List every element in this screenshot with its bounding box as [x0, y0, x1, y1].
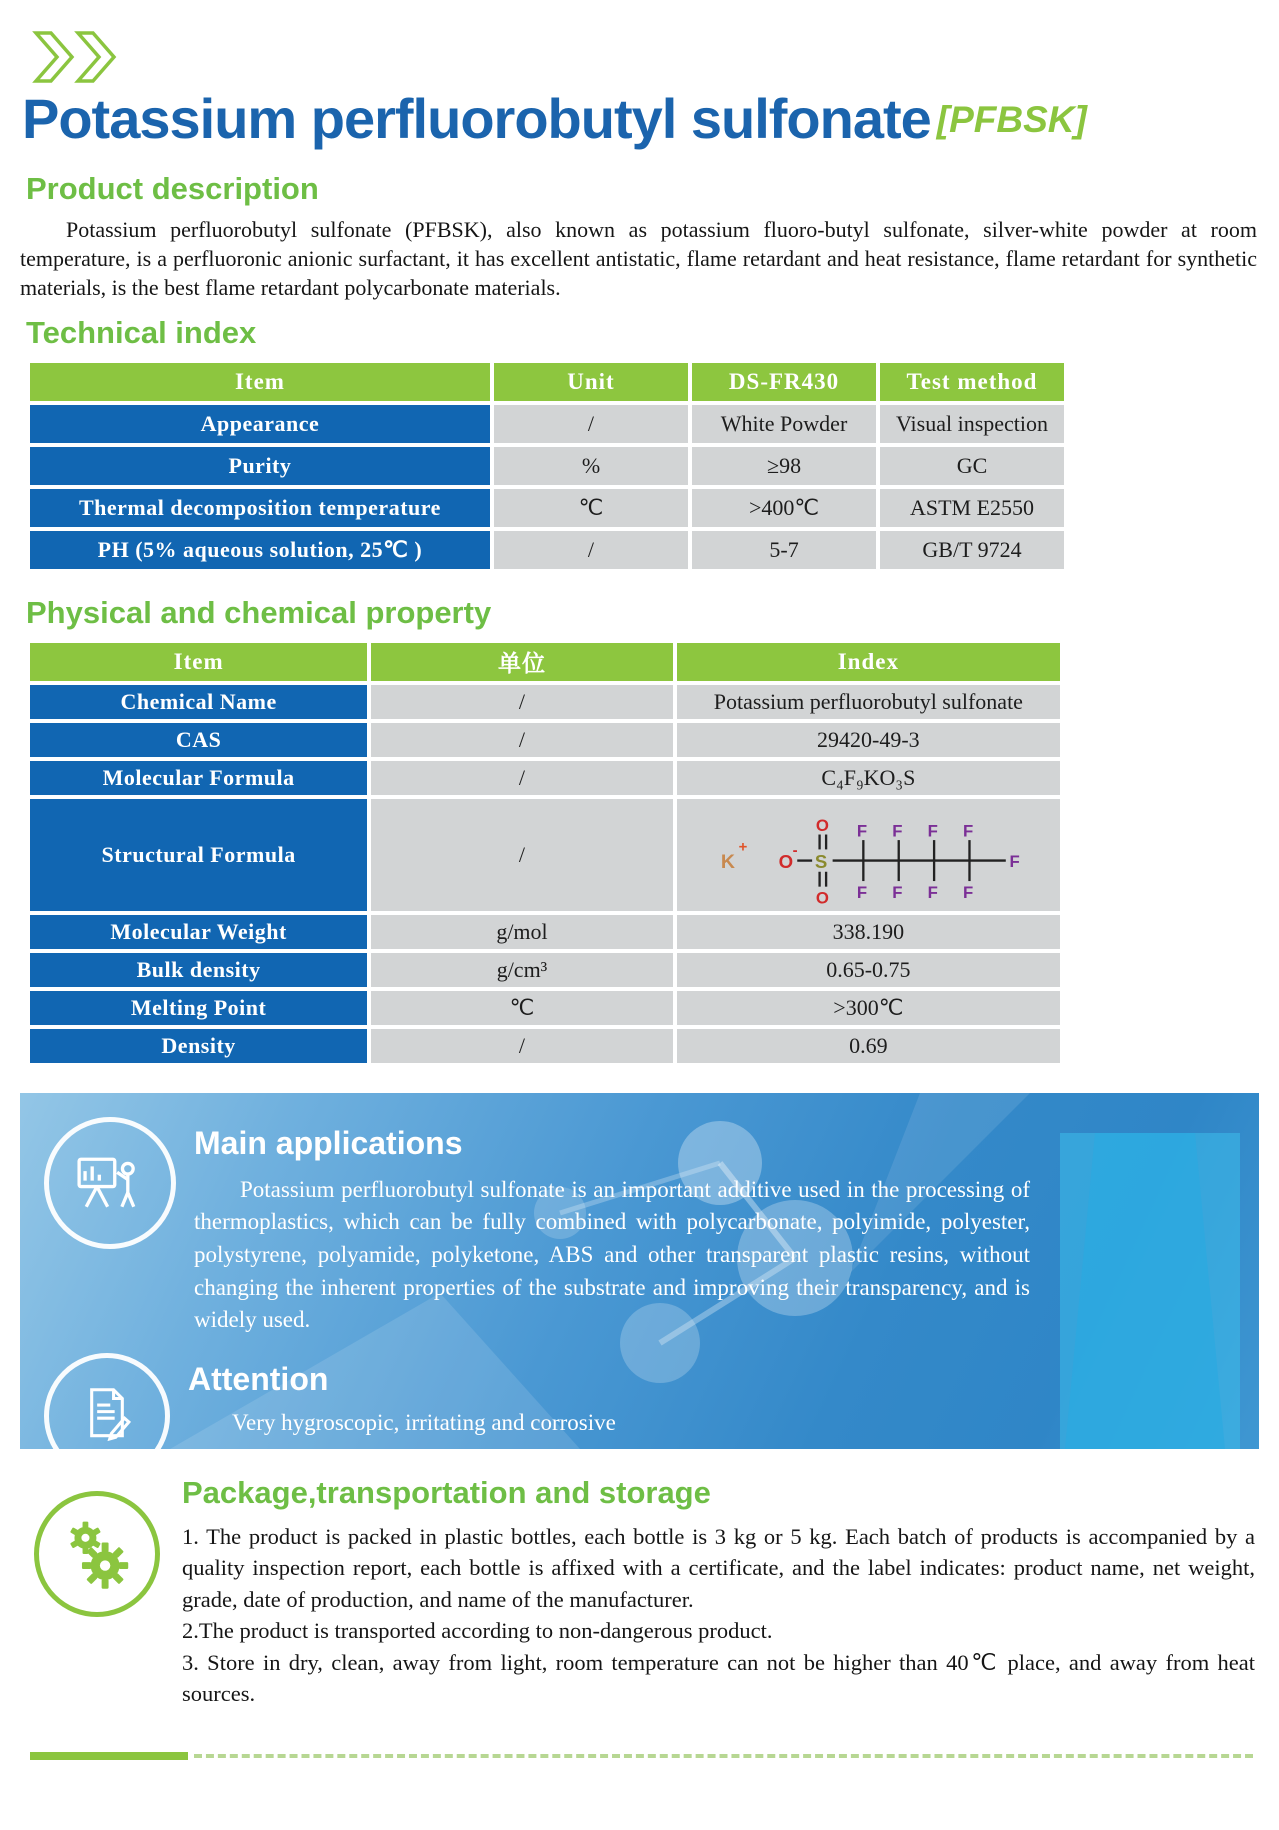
cell-unit: ℃	[371, 991, 672, 1025]
cell-value: White Powder	[692, 405, 876, 443]
atom-f-terminal: F	[1009, 851, 1021, 871]
physical-property-table	[26, 639, 1064, 1067]
footer-solid-line	[30, 1752, 188, 1760]
cell-value: 338.190	[677, 915, 1060, 949]
table-row	[30, 761, 1060, 795]
atom-f: F	[927, 820, 939, 840]
section-heading-physical-property: Physical and chemical property	[26, 594, 492, 630]
column-header-ds-fr430: DS-FR430	[692, 363, 876, 401]
cell-value: C₄F₉KO₃S	[677, 761, 1060, 795]
cell-value: 29420-49-3	[677, 723, 1060, 757]
table-row	[30, 531, 1064, 569]
atom-f: F	[927, 882, 939, 902]
cell-item: Bulk density	[30, 953, 367, 987]
cell-item: Density	[30, 1029, 367, 1063]
table-row-structural-formula	[30, 799, 1060, 911]
gears-icon	[34, 1491, 160, 1617]
column-header-unit-cn: 单位	[371, 643, 672, 681]
table-row	[30, 915, 1060, 949]
presentation-icon	[44, 1117, 176, 1249]
cell-item: Chemical Name	[30, 685, 367, 719]
cell-unit: g/mol	[371, 915, 672, 949]
cell-unit: /	[371, 685, 672, 719]
cell-unit: ℃	[494, 489, 688, 527]
cell-item: Thermal decomposition temperature	[30, 489, 490, 527]
attention-text: Very hygroscopic, irritating and corrosive	[232, 1409, 616, 1435]
page-title-text: Potassium perfluorobutyl sulfonate	[22, 87, 931, 150]
cell-value: 0.65-0.75	[677, 953, 1060, 987]
table-header-row	[30, 643, 1060, 681]
charge-plus: +	[738, 838, 748, 855]
cell-unit: %	[494, 447, 688, 485]
cell-value: ≥98	[692, 447, 876, 485]
atom-f: F	[857, 820, 868, 840]
atom-k: K	[721, 850, 736, 873]
cell-unit: g/cm³	[371, 953, 672, 987]
package-item: 1. The product is packed in plastic bottles, each bottle is 3 kg or 5 kg. Each batch of products is accompanied by a quality inspection report, each bottle is affixed with a certificate, and the label indicates: product name, net weight, grade, date of production, and name of the manufacturer.	[182, 1523, 1255, 1612]
technical-index-table	[26, 359, 1068, 573]
table-row	[30, 723, 1060, 757]
atom-f: F	[857, 882, 868, 902]
package-item: 3. Store in dry, clean, away from light, room temperature can not be higher than 40℃ place, and away from heat sources.	[182, 1649, 1255, 1707]
product-description-text: Potassium perfluorobutyl sulfonate (PFBSK), also known as potassium fluoro-butyl sulfonate, silver-white powder at room temperature, is a perfluoronic anionic surfactant, it has excellent antistatic, flame retardant and heat resistance, flame retardant for synthetic materials, is the best flame retardant polycarbonate materials.	[20, 216, 1257, 301]
page-title	[22, 87, 1279, 150]
cell-item: PH (5% aqueous solution, 25℃ )	[30, 531, 490, 569]
attention-block	[44, 1353, 1219, 1449]
atom-f: F	[963, 882, 974, 902]
main-applications-block	[44, 1117, 1219, 1337]
cell-value: >300℃	[677, 991, 1060, 1025]
footer-divider	[30, 1752, 1253, 1760]
package-item: 2.The product is transported according to non-dangerous product.	[182, 1618, 773, 1644]
atom-o-anion: O	[778, 850, 794, 872]
cell-value: 5-7	[692, 531, 876, 569]
cell-value: Potassium perfluorobutyl sulfonate	[677, 685, 1060, 719]
table-row	[30, 685, 1060, 719]
table-row	[30, 447, 1064, 485]
cell-unit: /	[371, 1029, 672, 1063]
cell-item: Molecular Formula	[30, 761, 367, 795]
column-header-unit: Unit	[494, 363, 688, 401]
package-section	[34, 1475, 1255, 1710]
cell-item: Melting Point	[30, 991, 367, 1025]
atom-o-top: O	[816, 815, 830, 835]
column-header-item: Item	[30, 643, 367, 681]
atom-f: F	[963, 820, 974, 840]
cell-item: Appearance	[30, 405, 490, 443]
table-row	[30, 991, 1060, 1025]
cell-unit: /	[494, 405, 688, 443]
atom-f: F	[892, 882, 903, 902]
cell-item: Structural Formula	[30, 799, 367, 911]
cell-test-method: GB/T 9724	[880, 531, 1064, 569]
structural-formula-diagram	[698, 801, 1038, 909]
attention-heading: Attention	[188, 1360, 329, 1397]
cell-item: Purity	[30, 447, 490, 485]
cell-value: 0.69	[677, 1029, 1060, 1063]
atom-o-bottom: O	[816, 887, 830, 907]
table-row	[30, 1029, 1060, 1063]
column-header-index: Index	[677, 643, 1060, 681]
cell-structural-formula	[677, 799, 1060, 911]
cell-value: >400℃	[692, 489, 876, 527]
cell-item: Molecular Weight	[30, 915, 367, 949]
cell-test-method: Visual inspection	[880, 405, 1064, 443]
table-row	[30, 489, 1064, 527]
cell-unit: /	[371, 723, 672, 757]
cell-unit: /	[371, 799, 672, 911]
double-chevron-icon	[30, 30, 122, 84]
column-header-item: Item	[30, 363, 490, 401]
section-heading-package: Package,transportation and storage	[182, 1474, 711, 1510]
main-applications-heading: Main applications	[194, 1124, 463, 1161]
document-pencil-icon	[44, 1353, 170, 1449]
section-heading-technical-index: Technical index	[26, 314, 257, 350]
cell-test-method: ASTM E2550	[880, 489, 1064, 527]
atom-s: S	[815, 850, 828, 872]
cell-item: CAS	[30, 723, 367, 757]
footer-dashed-line	[194, 1754, 1253, 1758]
charge-minus: -	[792, 842, 798, 859]
atom-f: F	[892, 820, 903, 840]
cell-unit: /	[371, 761, 672, 795]
cell-unit: /	[494, 531, 688, 569]
applications-hero-section	[20, 1093, 1259, 1449]
cell-test-method: GC	[880, 447, 1064, 485]
table-header-row	[30, 363, 1064, 401]
column-header-test-method: Test method	[880, 363, 1064, 401]
main-applications-text: Potassium perfluorobutyl sulfonate is an important additive used in the processing of thermoplastics, which can be fully combined with polycarbonate, polyimide, polyester, polystyrene, polyamide, polyketone, ABS and other transparent plastic resins, without changing the inherent properties of the substrate and improving their transparency, and is widely used.	[194, 1176, 1030, 1333]
page-title-tag: [PFBSK]	[936, 99, 1087, 140]
section-heading-product-description: Product description	[26, 170, 319, 206]
table-row	[30, 953, 1060, 987]
table-row	[30, 405, 1064, 443]
